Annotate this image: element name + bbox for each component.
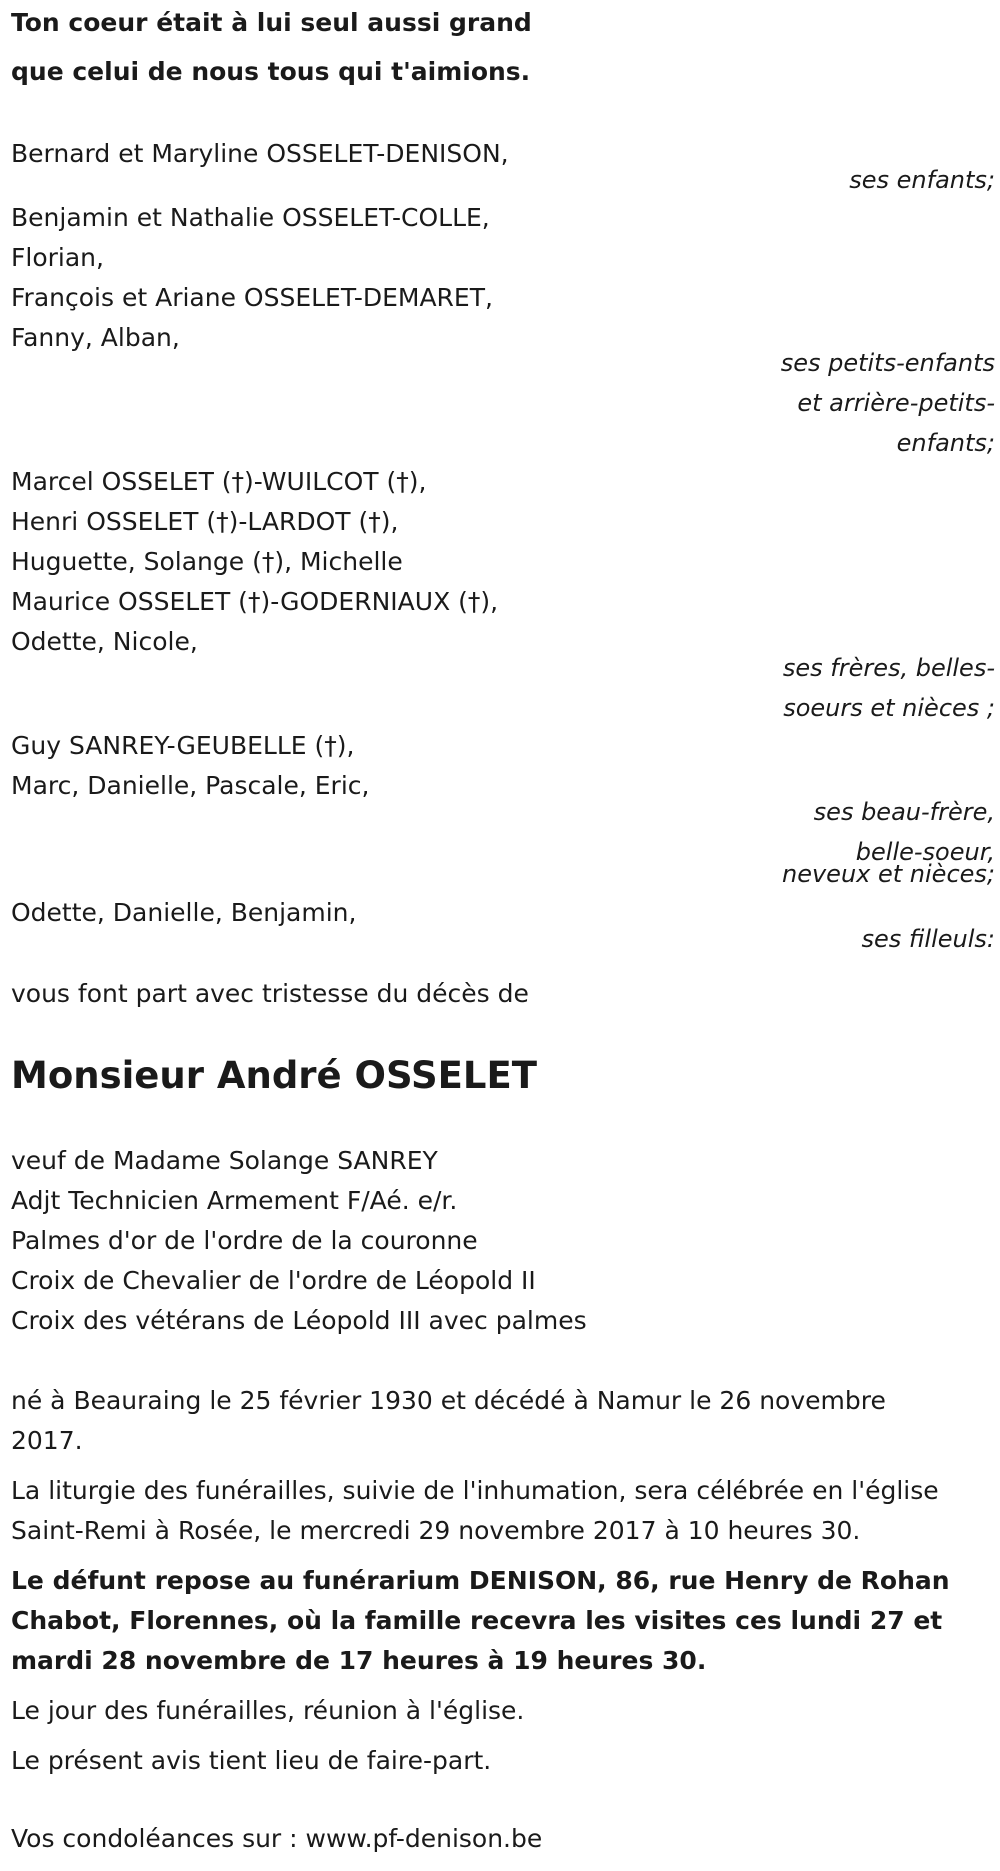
family-name-line: Huguette, Solange (†), Michelle <box>11 547 403 576</box>
family-name-line: Marc, Danielle, Pascale, Eric, <box>11 771 370 800</box>
visitation-line: Chabot, Florennes, où la famille recevra les visites ces lundi 27 et <box>11 1606 943 1635</box>
family-name-line: Odette, Danielle, Benjamin, <box>11 898 357 927</box>
family-name-line: Bernard et Maryline OSSELET-DENISON, <box>11 139 509 168</box>
church-meeting-text: Le jour des funérailles, réunion à l'église. <box>11 1696 525 1725</box>
visitation-line: mardi 28 novembre de 17 heures à 19 heures 30. <box>11 1646 707 1675</box>
family-name-line: Marcel OSSELET (†)-WUILCOT (†), <box>11 467 427 496</box>
relation-label: ses enfants; <box>849 166 995 194</box>
relation-label: belle-soeur, <box>855 838 995 866</box>
liturgy-line: La liturgie des funérailles, suivie de l'inhumation, sera célébrée en l'église <box>11 1476 939 1505</box>
detail-line: Croix des vétérans de Léopold III avec palmes <box>11 1306 587 1335</box>
family-name-line: Odette, Nicole, <box>11 627 198 656</box>
family-name-line: Florian, <box>11 243 104 272</box>
relation-label: ses petits-enfants <box>780 349 995 377</box>
birth-death-line: né à Beauraing le 25 février 1930 et décédé à Namur le 26 novembre <box>11 1386 886 1415</box>
family-name-line: Benjamin et Nathalie OSSELET-COLLE, <box>11 203 490 232</box>
family-name-line: Fanny, Alban, <box>11 323 180 352</box>
relation-label: ses beau-frère, <box>813 798 995 826</box>
detail-line: veuf de Madame Solange SANREY <box>11 1146 438 1175</box>
relation-label: enfants; <box>896 429 995 457</box>
family-name-line: Maurice OSSELET (†)-GODERNIAUX (†), <box>11 587 499 616</box>
detail-line: Adjt Technicien Armement F/Aé. e/r. <box>11 1186 458 1215</box>
relation-label: ses filleuls: <box>861 925 995 953</box>
relation-label: neveux et nièces; <box>782 860 995 888</box>
condolences-text: Vos condoléances sur : www.pf-denison.be <box>11 1824 543 1853</box>
notice-text: Le présent avis tient lieu de faire-part. <box>11 1746 492 1775</box>
epitaph-line-1: Ton coeur était à lui seul aussi grand <box>11 8 532 37</box>
family-name-line: François et Ariane OSSELET-DEMARET, <box>11 283 493 312</box>
family-name-line: Guy SANREY-GEUBELLE (†), <box>11 731 355 760</box>
relation-label: et arrière-petits- <box>797 389 995 417</box>
family-name-line: Henri OSSELET (†)-LARDOT (†), <box>11 507 399 536</box>
birth-death-line: 2017. <box>11 1426 83 1455</box>
relation-label: soeurs et nièces ; <box>783 694 995 722</box>
visitation-line: Le défunt repose au funérarium DENISON, 86, rue Henry de Rohan <box>11 1566 950 1595</box>
deceased-name: Monsieur André OSSELET <box>11 1054 537 1097</box>
detail-line: Croix de Chevalier de l'ordre de Léopold II <box>11 1266 536 1295</box>
liturgy-line: Saint-Remi à Rosée, le mercredi 29 novembre 2017 à 10 heures 30. <box>11 1516 861 1545</box>
announcement-text: vous font part avec tristesse du décès de <box>11 979 529 1008</box>
epitaph-line-2: que celui de nous tous qui t'aimions. <box>11 57 531 86</box>
relation-label: ses frères, belles- <box>782 654 995 682</box>
detail-line: Palmes d'or de l'ordre de la couronne <box>11 1226 478 1255</box>
